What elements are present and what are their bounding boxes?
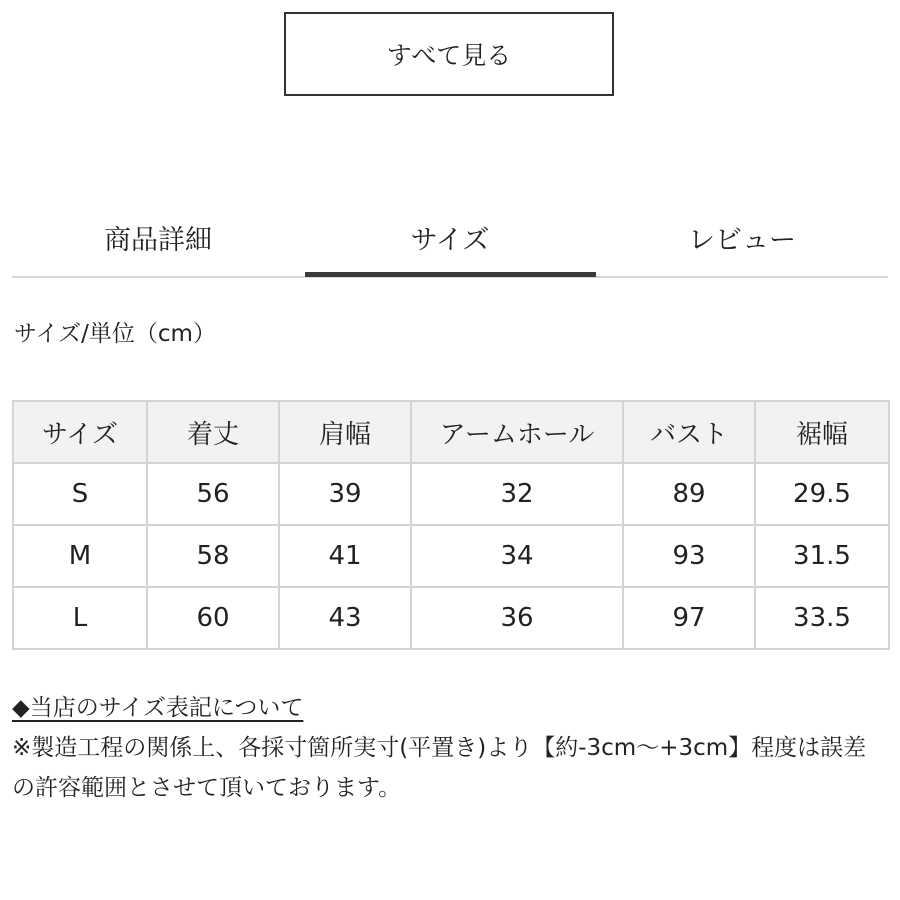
size-notice-heading: ◆当店のサイズ表記について (12, 695, 304, 721)
table-cell: 43 (279, 587, 411, 649)
table-cell: 56 (147, 463, 279, 525)
table-cell: 32 (411, 463, 623, 525)
size-notice (12, 688, 888, 808)
table-cell: S (13, 463, 147, 525)
header-bust: バスト (623, 401, 755, 463)
tab-reviews[interactable]: レビュー (688, 224, 796, 256)
size-unit-label: サイズ/単位（cm） (14, 321, 216, 347)
size-table-header-row (13, 401, 889, 463)
table-cell: 60 (147, 587, 279, 649)
table-cell: 31.5 (755, 525, 889, 587)
table-cell: 89 (623, 463, 755, 525)
header-length: 着丈 (147, 401, 279, 463)
table-row (13, 525, 889, 587)
active-tab-indicator (305, 272, 596, 277)
table-cell: L (13, 587, 147, 649)
table-row (13, 463, 889, 525)
header-hem: 裾幅 (755, 401, 889, 463)
table-row (13, 587, 889, 649)
table-cell: 33.5 (755, 587, 889, 649)
table-cell: 36 (411, 587, 623, 649)
table-cell: 58 (147, 525, 279, 587)
table-cell: M (13, 525, 147, 587)
table-cell: 41 (279, 525, 411, 587)
table-cell: 29.5 (755, 463, 889, 525)
header-shoulder: 肩幅 (279, 401, 411, 463)
view-all-button[interactable]: すべて見る (284, 12, 614, 96)
header-size: サイズ (13, 401, 147, 463)
tab-size[interactable]: サイズ (410, 224, 490, 256)
table-cell: 39 (279, 463, 411, 525)
size-table (12, 400, 890, 650)
table-cell: 93 (623, 525, 755, 587)
table-cell: 34 (411, 525, 623, 587)
tab-product-details[interactable]: 商品詳細 (104, 224, 212, 256)
size-notice-body: ※製造工程の関係上、各採寸箇所実寸(平置き)より【約-3cm〜+3cm】程度は誤差の許容範囲とさせて頂いております。 (12, 735, 867, 801)
product-tabs (12, 196, 888, 278)
header-armhole: アームホール (411, 401, 623, 463)
table-cell: 97 (623, 587, 755, 649)
